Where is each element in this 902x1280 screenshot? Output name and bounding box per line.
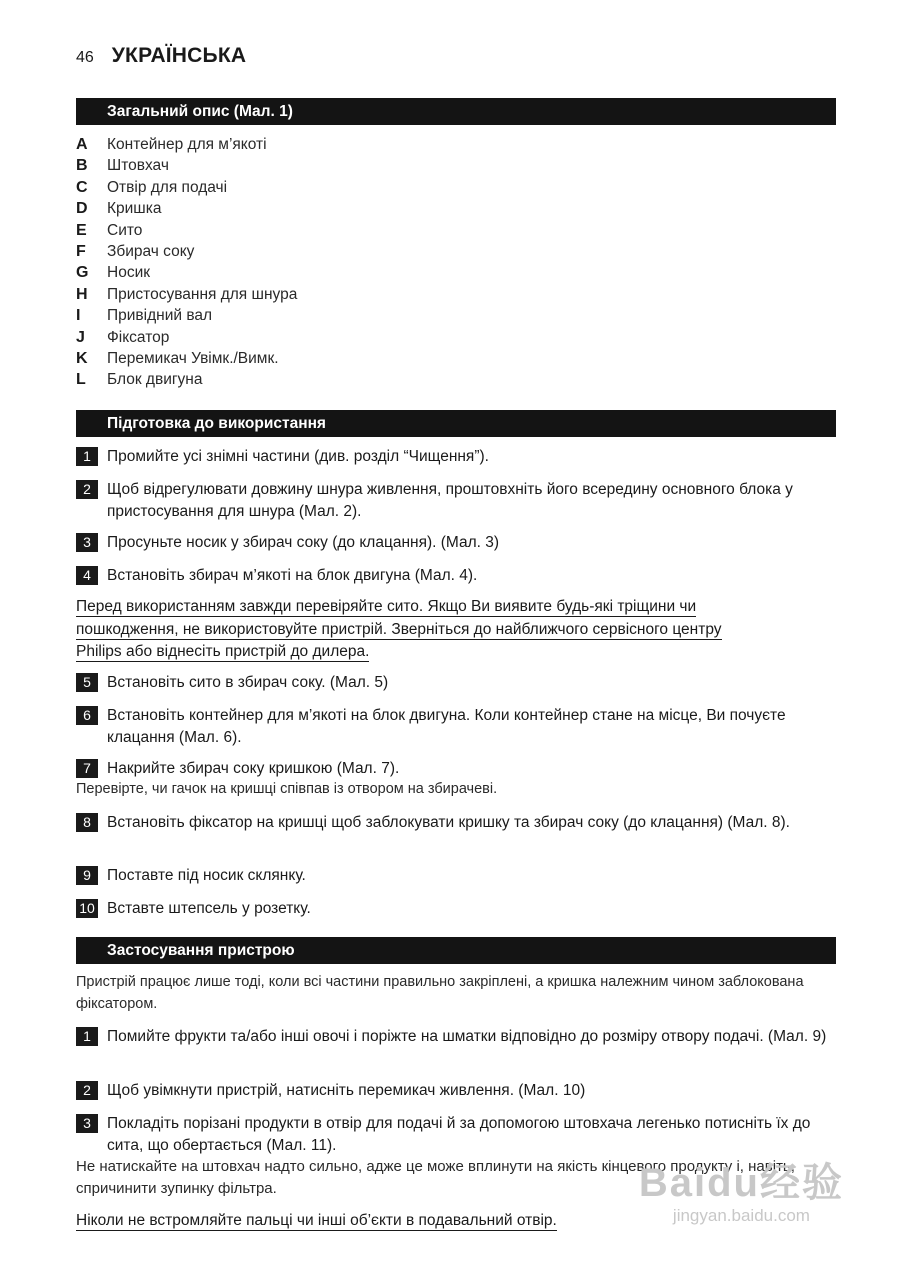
parts-letter: L [76, 371, 86, 389]
parts-letter: D [76, 200, 88, 218]
step-text: Щоб увімкнути пристрій, натисніть перемикач живлення. (Мал. 10) [107, 1082, 586, 1099]
step-number: 1 [76, 447, 98, 466]
parts-letter: A [76, 136, 88, 153]
page-language-title: УКРАЇНСЬКА [111, 44, 247, 67]
step-text: Поставте під носик склянку. [107, 867, 306, 884]
step-text: Помийте фрукти та/або інші овочі і поріжте на шматки відповідно до розміру отвору подачі. (Мал. 9) [107, 1028, 827, 1045]
prep-step-8 [76, 812, 846, 834]
step-number: 4 [76, 566, 98, 585]
step-number: 6 [76, 706, 98, 725]
note-pusher-pressure: Не натискайте на штовхач надто сильно, адже це може вплинути на якість кінцевого продукту і, навіть, спричинити зупинку фільтра. [76, 1158, 795, 1197]
parts-letter: F [76, 242, 86, 260]
parts-item-c [76, 177, 297, 198]
parts-item-f [76, 241, 297, 262]
watermark-url: jingyan.baidu.com [672, 1206, 810, 1225]
parts-item-i [76, 305, 297, 326]
step-text: Накрийте збирач соку кришкою (Мал. 7). [107, 760, 400, 777]
step-text: Покладіть порізані продукти в отвір для подачі й за допомогою штовхача легенько потисніть їх до сита, що обертається (Мал. 11). [107, 1115, 811, 1154]
warning-line: Перед використанням завжди перевіряйте сито. Якщо Ви виявите будь-які тріщини чи [76, 598, 697, 615]
parts-item-b [76, 155, 297, 176]
step-text: Промийте усі знімні частини (див. розділ “Чищення”). [107, 448, 489, 465]
parts-name: Кришка [107, 200, 162, 218]
watermark-logo: Baidu经验 [638, 1161, 844, 1205]
parts-letter: I [76, 307, 81, 325]
prep-step-5 [76, 672, 846, 694]
usage-intro: Пристрій працює лише тоді, коли всі частини правильно закріплені, а кришка належним чином заблокована фіксатором. [76, 974, 804, 1012]
parts-letter: G [76, 264, 89, 282]
step-text: Встановіть фіксатор на кришці щоб заблокувати кришку та збирач соку (до клацання) (Мал. 8). [107, 814, 790, 831]
step-number: 9 [76, 866, 98, 885]
step-number: 2 [76, 1081, 98, 1100]
page-header [76, 44, 246, 68]
parts-name: Носик [107, 264, 151, 282]
parts-item-k [76, 348, 297, 369]
parts-letter: H [76, 285, 88, 303]
parts-name: Пристосування для шнура [107, 285, 298, 303]
parts-item-j [76, 327, 297, 348]
step-text: Встановіть сито в збирач соку. (Мал. 5) [107, 674, 389, 691]
step-number: 7 [76, 759, 98, 778]
step-text: Просуньте носик у збирач соку (до клацання). (Мал. 3) [107, 534, 500, 551]
parts-name: Привідний вал [107, 307, 213, 325]
parts-item-a [76, 134, 297, 155]
step-number: 2 [76, 480, 98, 499]
parts-name: Фіксатор [107, 328, 170, 346]
parts-name: Збирач соку [107, 242, 195, 260]
step-number: 5 [76, 673, 98, 692]
step-text: Встановіть контейнер для м’якоті на блок двигуна. Коли контейнер стане на місце, Ви почуєте клацання (Мал. 6). [107, 707, 786, 746]
parts-letter: K [76, 349, 88, 367]
parts-list [76, 134, 297, 391]
parts-name: Блок двигуна [107, 371, 203, 389]
section-title-general: Загальний опис (Мал. 1) [76, 98, 836, 125]
parts-name: Перемикач Увімк./Вимк. [107, 349, 279, 367]
prep-step-3 [76, 532, 846, 554]
warning-line: пошкодження, не використовуйте пристрій. Зверніться до найближчого сервісного центру [76, 620, 722, 638]
step-text: Щоб відрегулювати довжину шнура живлення, проштовхніть його всередину основного блока у пристосування для шнура (Мал. 2). [107, 481, 793, 520]
step-text: Вставте штепсель у розетку. [107, 900, 311, 917]
step-number: 3 [76, 1114, 98, 1133]
parts-item-l [76, 369, 297, 390]
parts-item-d [76, 198, 297, 219]
parts-name: Контейнер для м’якоті [107, 136, 267, 153]
prep-step-4 [76, 565, 846, 587]
parts-letter: E [76, 221, 87, 239]
page-number: 46 [76, 49, 94, 66]
prep-step-10 [76, 898, 846, 920]
usage-step-3 [76, 1113, 846, 1156]
section-title-usage: Застосування пристрою [76, 937, 836, 964]
baidu-watermark [639, 1160, 844, 1226]
prep-step-7 [76, 758, 846, 780]
step-number: 1 [76, 1027, 98, 1046]
usage-step-1 [76, 1026, 846, 1048]
prep-step-1 [76, 446, 846, 468]
parts-item-e [76, 220, 297, 241]
parts-item-g [76, 262, 297, 283]
usage-step-2 [76, 1080, 846, 1102]
parts-name: Штовхач [107, 157, 169, 175]
parts-letter: C [76, 178, 88, 196]
step-number: 10 [76, 899, 98, 918]
parts-letter: B [76, 157, 88, 175]
parts-name: Сито [107, 221, 143, 239]
step-text: Встановіть збирач м’якоті на блок двигуна (Мал. 4). [107, 567, 478, 584]
note-hook-alignment: Перевірте, чи гачок на кришці співпав із отвором на збирачеві. [76, 781, 498, 797]
prep-step-2 [76, 479, 846, 522]
step-number: 8 [76, 813, 98, 832]
parts-item-h [76, 284, 297, 305]
warning-line: Ніколи не встромляйте пальці чи інші об’єкти в подавальний отвір. [76, 1212, 557, 1229]
warning-line: Philips або віднесіть пристрій до дилера. [76, 643, 370, 660]
parts-name: Отвір для подачі [107, 178, 228, 196]
step-number: 3 [76, 533, 98, 552]
section-title-preparation: Підготовка до використання [76, 410, 836, 437]
prep-step-6 [76, 705, 846, 748]
warning-check-sieve [76, 596, 846, 664]
prep-step-9 [76, 865, 846, 887]
parts-letter: J [76, 328, 85, 346]
